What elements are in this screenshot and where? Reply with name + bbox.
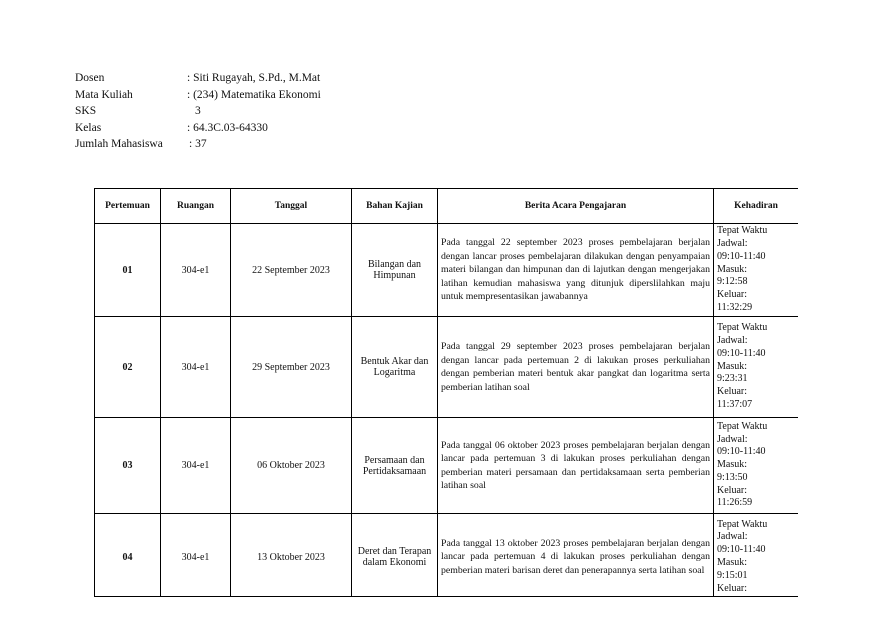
table-row xyxy=(95,317,799,418)
attendance-cell xyxy=(714,514,799,598)
info-label: Mata Kuliah xyxy=(75,88,133,101)
room: 304-e1 xyxy=(161,514,231,598)
date: 13 Oktober 2023 xyxy=(231,514,352,598)
check-in-time: 9:15:01 xyxy=(717,569,748,581)
schedule-label: Jadwal: xyxy=(717,238,748,249)
info-label: SKS xyxy=(75,105,97,117)
info-value: : 37 xyxy=(189,138,207,150)
check-out-time: 11:26:59 xyxy=(717,497,753,509)
date: 22 September 2023 xyxy=(231,224,352,317)
room: 304-e1 xyxy=(161,418,231,514)
check-out-label: Keluar: xyxy=(717,386,747,398)
schedule-label: Jadwal: xyxy=(717,433,748,445)
check-in-time: 9:13:50 xyxy=(717,471,748,483)
table-row xyxy=(95,514,799,598)
check-out-label: Keluar: xyxy=(717,484,747,496)
teaching-report: Pada tanggal 13 oktober 2023 proses pembelajaran berjalan dengan lancar pada pertemuan 4 di lakukan proses perkuliahan dengan pemberian materi barisan deret dan penerapannya serta latihan soal xyxy=(438,514,714,598)
attendance-table-container xyxy=(94,188,798,597)
info-label: Kelas xyxy=(75,121,102,134)
meeting-number: 01 xyxy=(95,224,161,317)
schedule-time: 09:10-11:40 xyxy=(717,250,766,262)
check-in-label: Masuk: xyxy=(717,263,747,275)
topic: Bilangan dan Himpunan xyxy=(352,224,438,317)
attendance-status: Tepat Waktu xyxy=(717,420,768,432)
check-out-time: 11:37:07 xyxy=(717,398,753,410)
schedule-time: 09:10-11:40 xyxy=(717,446,766,458)
info-value: : 64.3C.03-64330 xyxy=(187,121,268,134)
table-row xyxy=(95,418,799,514)
attendance-cell xyxy=(714,418,799,514)
info-value: 3 xyxy=(195,105,201,117)
check-in-label: Masuk: xyxy=(717,557,747,568)
attendance-status: Tepat Waktu xyxy=(717,225,768,237)
date: 06 Oktober 2023 xyxy=(231,418,352,514)
topic: Bentuk Akar dan Logaritma xyxy=(352,317,438,418)
check-in-time: 9:23:31 xyxy=(717,373,748,385)
info-value: : (234) Matematika Ekonomi xyxy=(187,88,321,101)
check-in-time: 9:12:58 xyxy=(717,276,748,288)
schedule-label: Jadwal: xyxy=(717,531,748,543)
header-attendance: Kehadiran xyxy=(714,189,799,224)
attendance-cell xyxy=(714,224,799,317)
attendance-status: Tepat Waktu xyxy=(717,322,768,334)
check-out-label: Keluar: xyxy=(717,582,747,594)
room: 304-e1 xyxy=(161,317,231,418)
teaching-report: Pada tanggal 06 oktober 2023 proses pembelajaran berjalan dengan lancar pada pertemuan 3 di lakukan proses perkuliahan dengan pemberian materi persamaan dan pertidaksamaan serta pemberian latihan soal xyxy=(438,418,714,514)
meeting-number: 04 xyxy=(95,514,161,598)
header-meeting: Pertemuan xyxy=(95,189,161,224)
header-date: Tanggal xyxy=(231,189,352,224)
room: 304-e1 xyxy=(161,224,231,317)
header-report: Berita Acara Pengajaran xyxy=(438,189,714,224)
header-room: Ruangan xyxy=(161,189,231,224)
teaching-report: Pada tanggal 22 september 2023 proses pembelajaran berjalan dengan lancar proses pembelajaran dilakukan dengan penyampaian materi bilangan dan himpunan dan di lajutkan dengan mengerjakan latihan kemudian mahasiswa yang ditunjuk diperslilahkan maju untuk mempresentasikan jawabannya xyxy=(438,224,714,317)
meeting-number: 03 xyxy=(95,418,161,514)
header-topic: Bahan Kajian xyxy=(352,189,438,224)
topic: Persamaan dan Pertidaksamaan xyxy=(352,418,438,514)
check-in-label: Masuk: xyxy=(717,459,747,471)
teaching-report: Pada tanggal 29 september 2023 proses pembelajaran berjalan dengan lancar pada pertemuan 2 di lakukan proses perkuliahan dengan pemberian materi bentuk akar pangkat dan logaritma serta pemberian latihan soal xyxy=(438,317,714,418)
topic: Deret dan Terapan dalam Ekonomi xyxy=(352,514,438,598)
schedule-label: Jadwal: xyxy=(717,335,748,346)
info-label: Dosen xyxy=(75,72,105,84)
attendance-cell xyxy=(714,317,799,418)
schedule-time: 09:10-11:40 xyxy=(717,544,766,556)
info-label: Jumlah Mahasiswa xyxy=(75,138,163,150)
table-header-row xyxy=(95,189,799,224)
attendance-status: Tepat Waktu xyxy=(717,518,768,530)
check-out-time: 11:32:29 xyxy=(717,301,753,313)
check-out-label: Keluar: xyxy=(717,289,747,301)
attendance-table xyxy=(94,188,798,597)
meeting-number: 02 xyxy=(95,317,161,418)
date: 29 September 2023 xyxy=(231,317,352,418)
info-value: : Siti Rugayah, S.Pd., M.Mat xyxy=(187,72,321,84)
schedule-time: 09:10-11:40 xyxy=(717,347,766,359)
check-in-label: Masuk: xyxy=(717,360,747,372)
table-row xyxy=(95,224,799,317)
